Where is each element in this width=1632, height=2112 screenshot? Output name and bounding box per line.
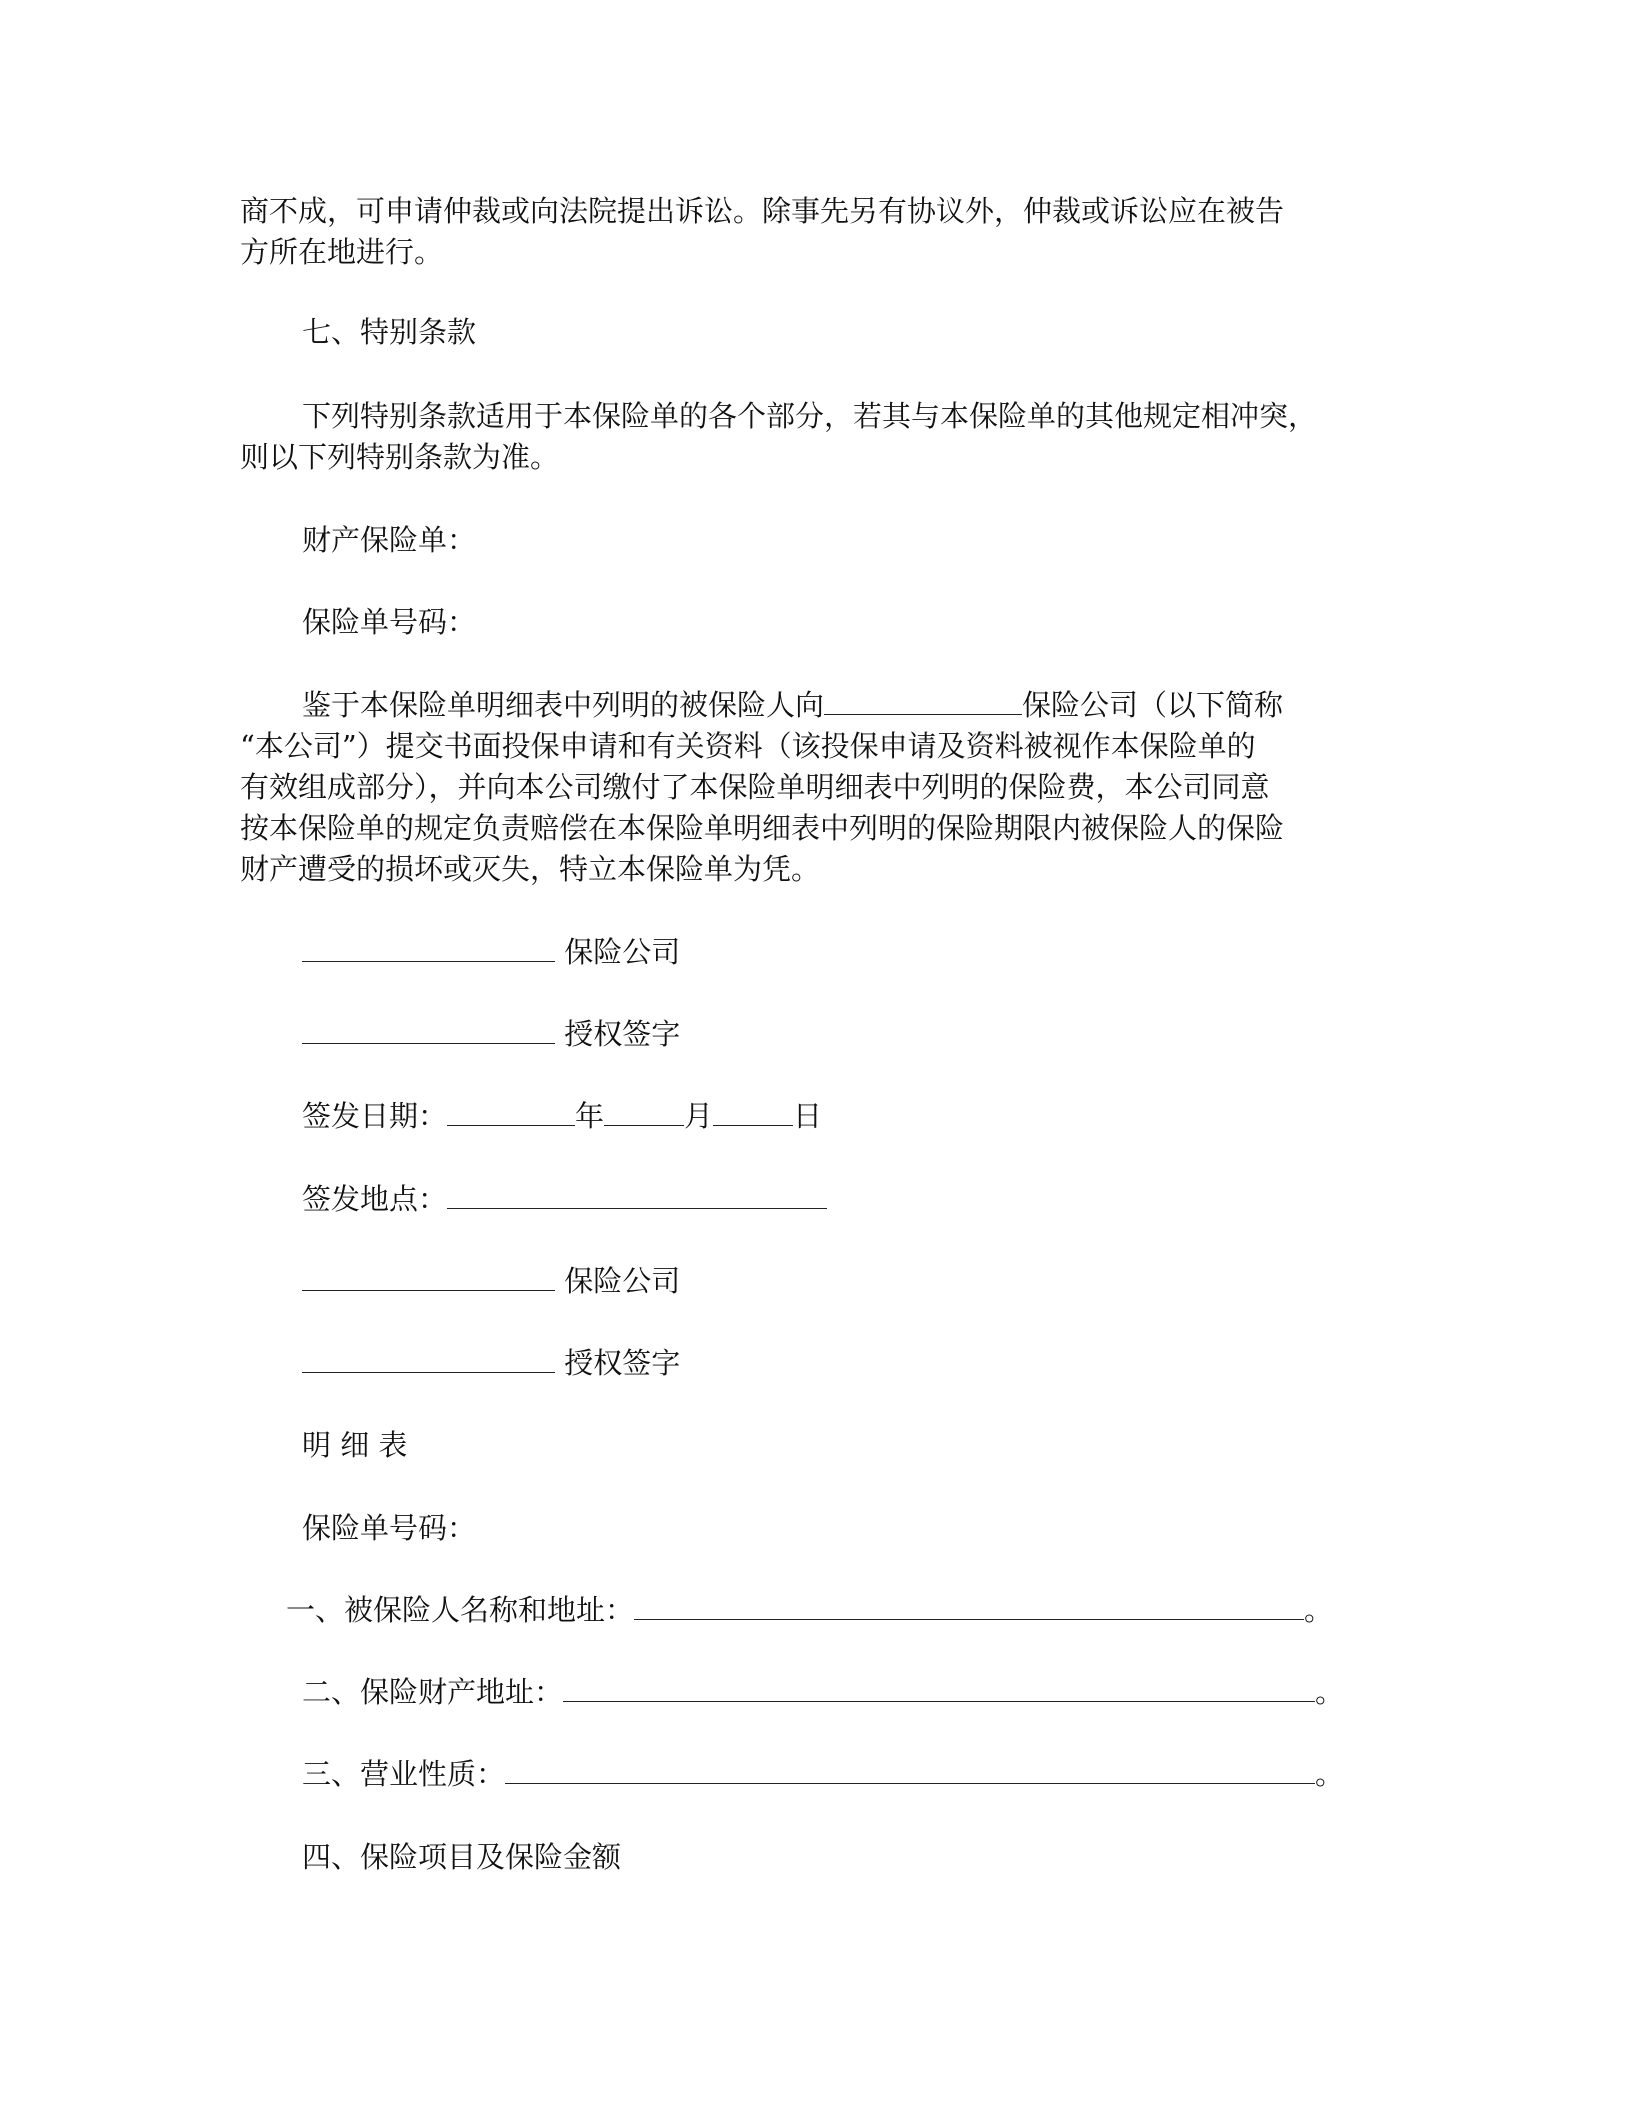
issue-date-line — [302, 1096, 822, 1137]
insured-name-address-blank — [634, 1591, 1304, 1620]
issue-place-blank — [447, 1180, 827, 1209]
year-blank — [447, 1097, 575, 1126]
schedule-item-business-nature — [302, 1754, 1344, 1795]
day-label: 日 — [793, 1099, 823, 1133]
paragraph-line: 商不成，可申请仲裁或向法院提出诉讼。除事先另有协议外，仲裁或诉讼应在被告 — [240, 194, 1285, 228]
authorized-signature-line — [302, 1014, 680, 1055]
policy-number-label: 保险单号码： — [302, 605, 477, 639]
company-blank — [302, 1262, 555, 1291]
signature-blank — [302, 1015, 555, 1044]
paragraph-line: 则以下列特别条款为准。 — [240, 440, 560, 474]
paragraph-line: 按本保险单的规定负责赔偿在本保险单明细表中列明的保险期限内被保险人的保险 — [240, 811, 1285, 845]
paragraph-line: “本公司”）提交书面投保申请和有关资料（该投保申请及资料被视作本保险单的 — [240, 729, 1256, 763]
paragraph-line: 有效组成部分），并向本公司缴付了本保险单明细表中列明的保险费，本公司同意 — [240, 770, 1270, 804]
whereas-text-after: 保险公司（以下简称 — [1022, 688, 1284, 722]
year-label: 年 — [575, 1099, 605, 1133]
schedule-item-insured — [286, 1590, 1333, 1631]
paragraph-line: 下列特别条款适用于本保险单的各个部分，若其与本保险单的其他规定相冲突， — [302, 399, 1318, 433]
period: 。 — [1315, 1675, 1345, 1709]
whereas-text-before: 鉴于本保险单明细表中列明的被保险人向 — [302, 688, 825, 722]
property-address-blank — [563, 1673, 1315, 1702]
insurer-name-blank — [824, 686, 1022, 715]
schedule-item-coverage: 四、保险项目及保险金额 — [302, 1840, 622, 1874]
insured-name-address-label: 一、被保险人名称和地址： — [286, 1593, 635, 1627]
day-blank — [713, 1097, 793, 1126]
issue-place-label: 签发地点： — [302, 1182, 448, 1216]
issue-place-line — [302, 1179, 827, 1220]
schedule-item-property-address — [302, 1672, 1344, 1713]
signature-label: 授权签字 — [564, 1017, 681, 1051]
signature-blank — [302, 1344, 555, 1373]
company-label: 保险公司 — [564, 1264, 681, 1298]
business-nature-blank — [505, 1755, 1315, 1784]
paragraph-line: 方所在地进行。 — [240, 235, 444, 269]
company-signature-line — [302, 1261, 680, 1302]
property-policy-label: 财产保险单： — [302, 523, 477, 557]
signature-label: 授权签字 — [564, 1346, 681, 1380]
section-heading: 七、特别条款 — [302, 315, 477, 349]
company-label: 保险公司 — [564, 935, 681, 969]
schedule-policy-number-label: 保险单号码： — [302, 1511, 477, 1545]
business-nature-label: 三、营业性质： — [302, 1757, 506, 1791]
authorized-signature-line — [302, 1343, 680, 1384]
paragraph-line: 财产遭受的损坏或灭失，特立本保险单为凭。 — [240, 852, 821, 886]
schedule-title: 明 细 表 — [302, 1428, 408, 1462]
company-signature-line — [302, 932, 680, 973]
period: 。 — [1304, 1593, 1334, 1627]
company-blank — [302, 933, 555, 962]
month-blank — [604, 1097, 684, 1126]
period: 。 — [1315, 1757, 1345, 1791]
whereas-first-line — [302, 685, 1283, 726]
issue-date-label: 签发日期： — [302, 1099, 448, 1133]
property-address-label: 二、保险财产地址： — [302, 1675, 564, 1709]
month-label: 月 — [684, 1099, 714, 1133]
